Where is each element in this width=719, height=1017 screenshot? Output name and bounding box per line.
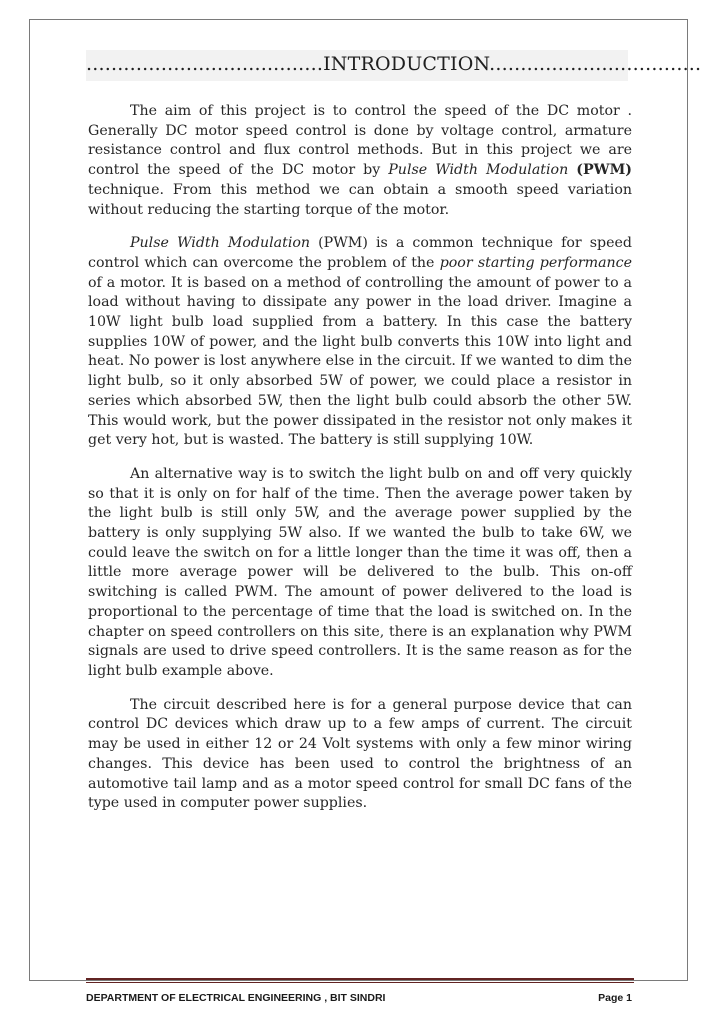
document-body (88, 102, 632, 828)
paragraph-2-italic-phrase: poor starting performance (439, 254, 633, 271)
paragraph-1-bold-abbrev: (PWM) (576, 162, 632, 179)
paragraph-1-text-a: The aim of this project is to control the speed of the DC motor . Generally DC motor speed control is done by voltage control, armature resistance control and flux control methods. But in this project we are control the speed of the DC motor by (88, 103, 632, 179)
page-title: ......................................INTRODUCTION.................................. (86, 53, 702, 75)
paragraph-2-text-d: of a motor. It is based on a method of controlling the amount of power to a load without having to dissipate any power in the load driver. Imagine a 10W light bulb load supplied from a battery. In this case the battery supplies 10W of power, and the light bulb converts this 10W into light and heat. No power is lost anywhere else in the circuit. If we wanted to dim the light bulb, so it only absorbed 5W of power, we could place a resistor in series which absorbed 5W, then the light bulb could absorb the other 5W. This would work, but the power dissipated in the resistor not only makes it get very hot, but is wasted. The battery is still supplying 10W. (88, 274, 632, 449)
paragraph-2-italic-term: Pulse Width Modulation (130, 235, 311, 252)
footer-department: DEPARTMENT OF ELECTRICAL ENGINEERING , BIT SINDRI (86, 992, 386, 1004)
paragraph-3: An alternative way is to switch the light bulb on and off very quickly so that it is only on for half of the time. Then the average power taken by the light bulb is still only 5W, and the average power supplied by the battery is only supplying 5W also. If we wanted the bulb to take 6W, we could leave the switch on for a little longer than the time it was off, then a little more average power will be delivered to the bulb. This on-off switching is called PWM. The amount of power delivered to the load is proportional to the percentage of time that the load is switched on. In the chapter on speed controllers on this site, there is an explanation why PWM signals are used to drive speed controllers. It is the same reason as for the light bulb example above. (88, 465, 632, 679)
paragraph-1 (88, 102, 632, 220)
paragraph-4: The circuit described here is for a general purpose device that can control DC devices which draw up to a few amps of current. The circuit may be used in either 12 or 24 Volt systems with only a few minor wiring changes. This device has been used to control the brightness of an automotive tail lamp and as a motor speed control for small DC fans of the type used in computer power supplies. (88, 696, 632, 812)
footer-rule-thin (86, 982, 634, 983)
paragraph-1-italic-term: Pulse Width Modulation (388, 162, 569, 179)
paragraph-1-text-e: technique. From this method we can obtain a smooth speed variation without reducing the starting torque of the motor. (88, 181, 632, 218)
footer-page-number: Page 1 (598, 992, 632, 1004)
paragraph-2-text-b: (PWM) is a common technique for speed control which can overcome the problem of the (88, 235, 632, 271)
footer-rule-thick (86, 978, 634, 980)
paragraph-2 (88, 234, 632, 451)
